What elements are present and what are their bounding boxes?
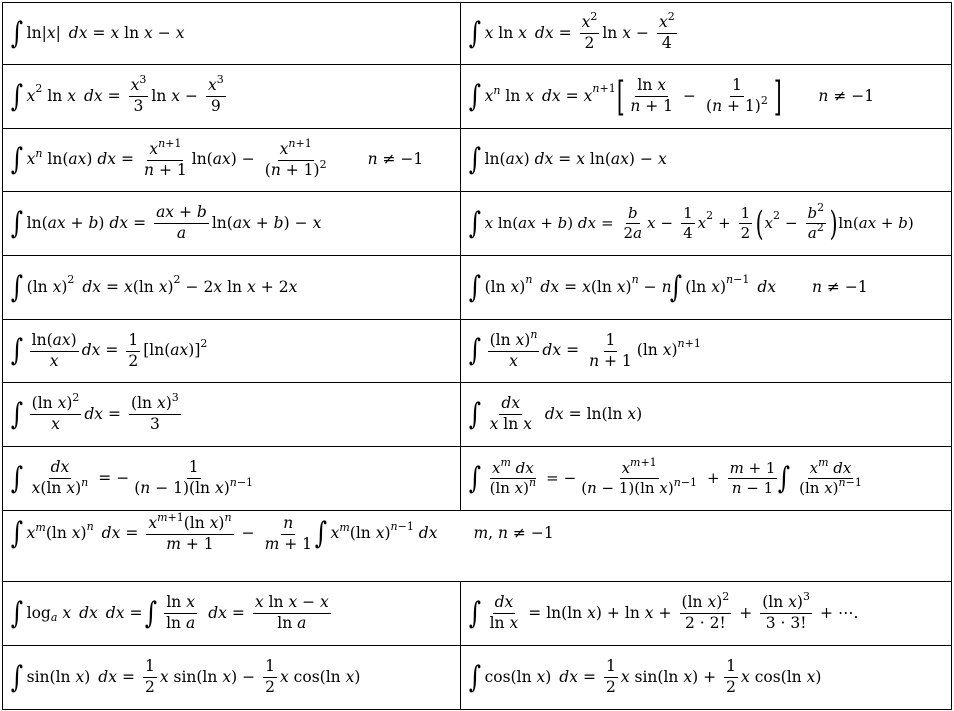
- formula: ∫ $\frac{dx}{x(\ln x)^n}$ = − $\frac{1}{(n - 1)(\ln x)^{n-1}}$: [10, 458, 254, 497]
- formula-cell: [3, 3, 461, 65]
- integral-sign: ∫: [314, 516, 327, 552]
- integral-sign: ∫: [468, 396, 481, 432]
- formula: ∫ $\frac{(\ln x)^n}{x}$ dx = $\frac{1}{n + 1}$ (ln x ) $^{n +1}$: [468, 327, 701, 370]
- formula: ∫ $\frac{\ln(ax)}{x}$ dx = $\frac{1}{2}$ [ln( ax )] $^2$: [10, 330, 208, 370]
- integral-sign: ∫: [145, 595, 158, 631]
- formula-cell: [460, 65, 951, 129]
- formula-cell: [3, 511, 952, 582]
- formula: ∫ sin(ln x ) dx = $\frac{1}{2}$ x sin(ln x ) − $\frac{1}{2}$ x cos(ln x ): [10, 657, 361, 696]
- formula-cell: [3, 646, 461, 710]
- table-row: [3, 65, 952, 129]
- integral-sign: ∫: [468, 78, 481, 114]
- table-row: [3, 256, 952, 320]
- integral-sign: ∫: [10, 595, 23, 631]
- integral-sign: ∫: [468, 269, 481, 305]
- formula-cell: [460, 192, 951, 256]
- formula-cell: [3, 383, 461, 447]
- integral-sign: ∫: [468, 142, 481, 177]
- formula-cell: [460, 383, 951, 447]
- formula-cell: [3, 320, 461, 383]
- integral-sign: ∫: [778, 460, 791, 496]
- formula-cell: [3, 256, 461, 320]
- integral-sign: ∫: [468, 15, 481, 51]
- formula-cell: [3, 65, 461, 129]
- formula: ∫ $\frac{dx}{\text{ln x}}$ = ln(ln x ) + ln x + $\frac{(\ln x)^2}{2 \cdot 2!}$ + $\frac{(\ln x)^3}{3 \cdot 3!}$ + ⋯.: [468, 590, 859, 632]
- table-row: [3, 511, 952, 582]
- integral-sign: ∫: [10, 269, 23, 305]
- formula-cell: [460, 129, 951, 192]
- integral-sign: ∫: [10, 516, 23, 552]
- formula: ∫ $\frac{dx}{\text{x ln x}}$ dx = ln(ln x ): [468, 394, 643, 433]
- table-row: [3, 646, 952, 710]
- formula: ∫ ln| x | dx = x ln x − x: [10, 15, 185, 51]
- table-row: [3, 3, 952, 65]
- table-row: [3, 383, 952, 447]
- table-row: [3, 129, 952, 192]
- formula: ∫ $x^m$ (ln x ) $^n$ dx = $\frac{x^{m+1}(\ln x)^n}{m + 1}$ − $\frac{n}{m + 1}$ ∫ $x^m$ (ln x ) $^{n -1}$ dx m, n ≠ −1: [10, 511, 554, 553]
- formula-cell: [3, 129, 461, 192]
- integral-sign: ∫: [10, 15, 23, 51]
- integral-sign: ∫: [468, 659, 481, 695]
- formula: ∫ (ln x ) $^2$ dx = x (ln x ) $^2$ − 2 x ln x + 2 x: [10, 269, 298, 305]
- integral-sign: ∫: [10, 460, 23, 496]
- formula-cell: [3, 447, 461, 511]
- formula: ∫ ln( ax + b ) dx = $\frac{ax + b}{a}$ ln( ax + b ) − x: [10, 203, 322, 242]
- integral-sign: ∫: [468, 460, 481, 496]
- integral-sign: ∫: [10, 333, 23, 368]
- integral-sign: ∫: [468, 205, 481, 241]
- formula: ∫ $\frac{(\ln x)^2}{x}$ dx = $\frac{(\ln x)^3}{3}$: [10, 391, 179, 433]
- integral-sign: ∫: [10, 78, 23, 114]
- table-row: [3, 447, 952, 511]
- table-row: [3, 582, 952, 646]
- formula-cell: [460, 447, 951, 511]
- integral-sign: ∫: [10, 396, 23, 432]
- formula: ∫ x ln( ax + b ) dx = $\frac{b}{2a}$ x − $\frac{1}{4}$ x $^2$ + $\frac{1}{2}$ ( x $^2$ − $\frac{b^2}{a^2}$ ) ln( ax + b ): [468, 200, 914, 244]
- formula: ∫ cos(ln x ) dx = $\frac{1}{2}$ x sin(ln x ) + $\frac{1}{2}$ x cos(ln x ): [468, 657, 822, 696]
- formula: ∫ x $^2$ ln x dx = $\frac{x^3}{3}$ ln x − $\frac{x^3}{9}$: [10, 73, 224, 115]
- integral-table: [2, 2, 952, 710]
- formula: ∫ $x^n$ ln( ax ) dx = $\frac{x^{n+1}}{n + 1}$ ln( ax ) − $\frac{x^{n+1}}{(n + 1)^2}$ n ≠ −1: [10, 136, 424, 179]
- integral-sign: ∫: [468, 333, 481, 368]
- formula-cell: [460, 646, 951, 710]
- formula: ∫ log $_a$ x dx dx = ∫ $\frac{\text{ln x}}{\text{ln a}}$ dx = $\frac{\text{x ln x − x}}{\text{ln a}}$: [10, 593, 329, 632]
- formula: ∫ (ln x ) $^n$ dx = x (ln x ) $^n$ − n ∫ (ln x ) $^{n -1}$ dx n ≠ −1: [468, 269, 868, 305]
- integral-sign: ∫: [10, 659, 23, 695]
- formula-cell: [3, 582, 461, 646]
- formula: ∫ x ln x dx = $\frac{x^2}{2}$ ln x − $\frac{x^2}{4}$: [468, 10, 675, 52]
- formula-cell: [460, 582, 951, 646]
- formula-cell: [3, 192, 461, 256]
- integral-sign: ∫: [10, 142, 23, 177]
- table-row: [3, 192, 952, 256]
- formula: ∫ ln( ax ) dx = x ln( ax ) − x: [468, 142, 667, 177]
- formula: ∫ $x^n$ ln x dx = x $^{n +1}$ [ $\frac{\text{ln x}}{n + 1}$ − $\frac{1}{(n + 1)^2}$ ] n ≠ −1: [468, 73, 875, 120]
- integral-sign: ∫: [468, 595, 481, 631]
- formula-cell: [460, 320, 951, 383]
- formula-cell: [460, 256, 951, 320]
- integral-sign: ∫: [10, 205, 23, 241]
- formula-cell: [460, 3, 951, 65]
- integral-sign: ∫: [669, 269, 682, 305]
- table-row: [3, 320, 952, 383]
- formula: ∫ $\frac{x^m dx}{(\ln x)^n}$ = − $\frac{x^{m+1}}{(n - 1)(\ln x)^{n-1}}$ + $\frac{m + 1}{n - 1}$ ∫ $\frac{x^m dx}{(\ln x)^{n-1}}$: [468, 455, 862, 497]
